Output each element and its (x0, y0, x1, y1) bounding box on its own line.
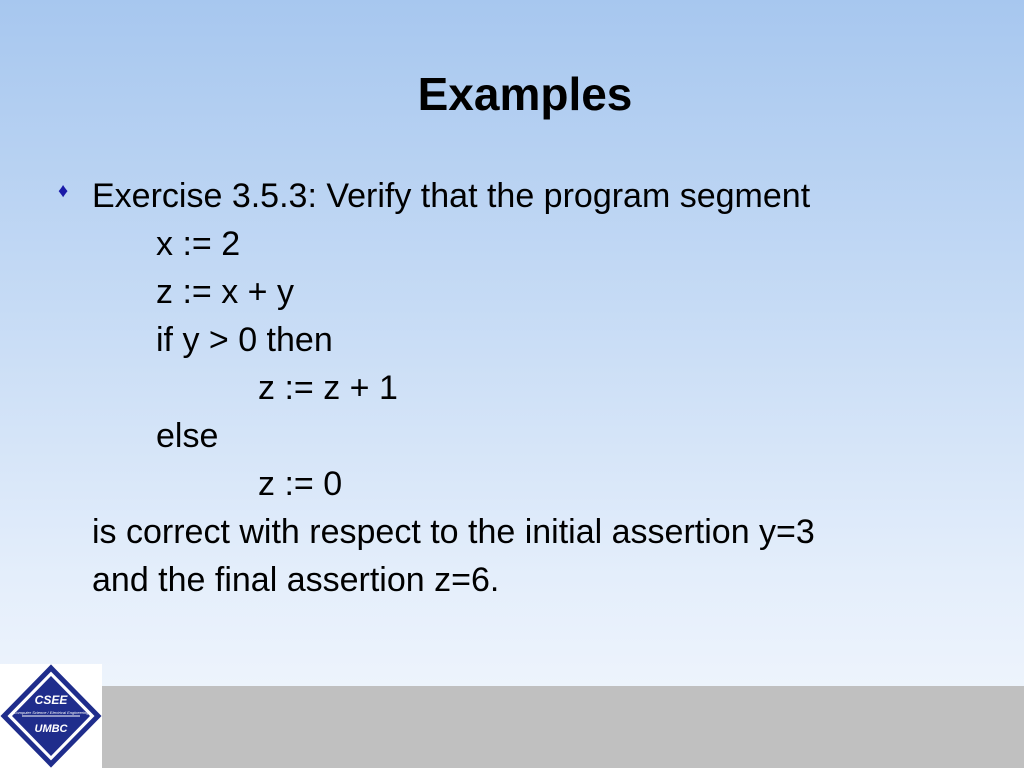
exercise-statement-line: Exercise 3.5.3: Verify that the program segment (92, 177, 811, 215)
logo-bottom-text: UMBC (34, 723, 68, 735)
slide-title: Examples (417, 68, 633, 120)
assertion-line: and the final assertion z=6. (92, 561, 500, 599)
logo-top-text: CSEE (34, 693, 68, 707)
assertion-line: is correct with respect to the initial assertion y=3 (92, 513, 815, 551)
logo-middle-text: Computer Science / Electrical Engineering (13, 710, 89, 715)
code-line: z := x + y (156, 273, 294, 311)
code-line: if y > 0 then (156, 321, 333, 359)
csee-logo-icon (0, 664, 102, 768)
csee-umbc-logo (0, 664, 102, 768)
code-line: x := 2 (156, 225, 241, 263)
diamond-bullet-icon: ♦ (58, 180, 69, 202)
footer-bar (102, 686, 1024, 768)
code-line: z := 0 (258, 465, 343, 503)
code-line: else (156, 417, 219, 455)
slide-body (92, 172, 992, 604)
code-line: z := z + 1 (258, 369, 398, 407)
